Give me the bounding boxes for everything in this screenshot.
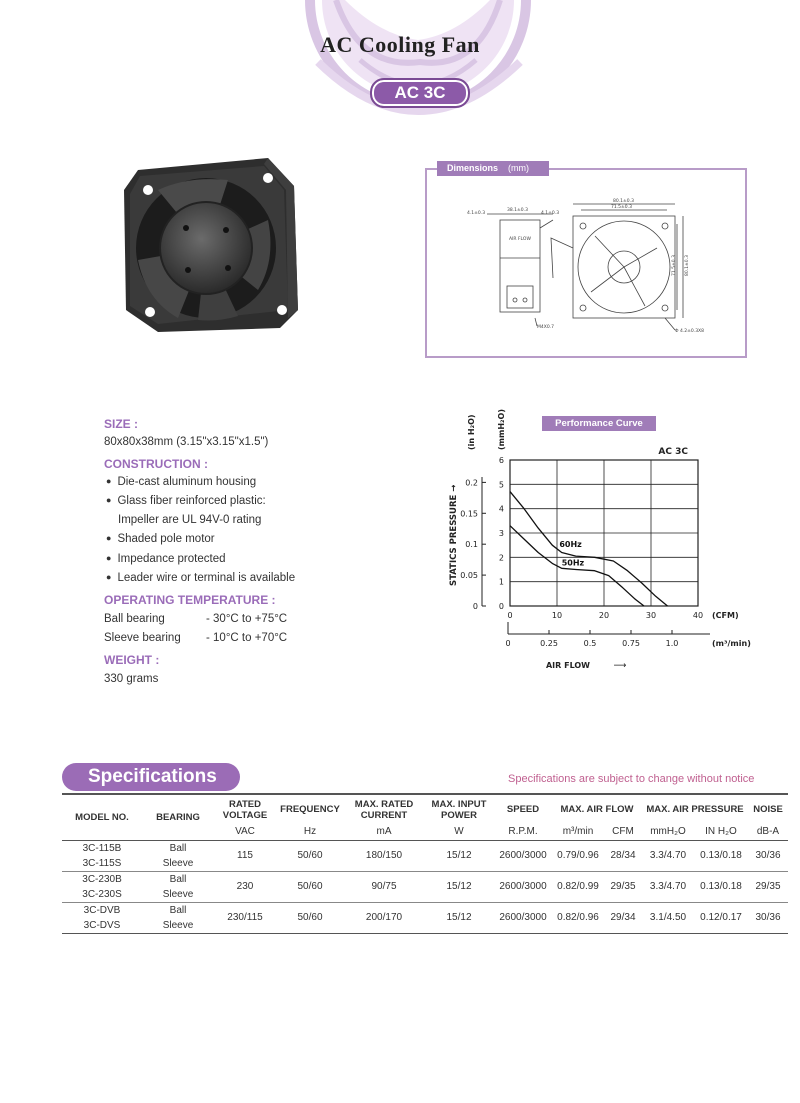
unit-cfm: CFM <box>612 826 634 838</box>
temp-value-ball: - 30°C to +75°C <box>206 613 288 625</box>
mmh2o-cell: 3.3/4.70 <box>642 871 694 902</box>
current-cell: 200/170 <box>344 902 424 933</box>
x-tick-label-m3: 0.75 <box>622 639 640 648</box>
cfm-cell: 28/34 <box>610 850 636 861</box>
x-tick-label-cfm: 20 <box>598 611 610 620</box>
chart-title: Performance Curve <box>542 416 656 431</box>
mmh2o-cell: 3.1/4.50 <box>642 902 694 933</box>
construction-heading: CONSTRUCTION : <box>104 457 208 471</box>
bearing-cell: Ball <box>142 871 214 887</box>
x-tick-label-m3: 0.5 <box>583 639 597 648</box>
model-cell: 3C-DVS <box>83 919 121 931</box>
model-cell: 3C-DVB <box>62 902 142 918</box>
voltage-cell: 115 <box>237 850 253 861</box>
inh2o-cell: 0.13/0.18 <box>694 871 748 902</box>
series-label: 60Hz <box>559 540 582 550</box>
dimensions-drawing <box>425 168 743 354</box>
y-tick-label-in: 0.1 <box>465 540 478 550</box>
current-cell: 90/75 <box>344 871 424 902</box>
bearing-cell: Ball <box>142 902 214 918</box>
model-cell: 3C-115B <box>82 842 122 854</box>
header-noise: NOISE <box>753 804 783 815</box>
m3min-cell: 0.82/0.96 <box>552 902 604 933</box>
weight-value: 330 grams <box>104 673 159 685</box>
x-unit-m3: (m³/min) <box>712 639 751 648</box>
svg-text:80.1±0.3: 80.1±0.3 <box>685 255 690 276</box>
header-frequency: FREQUENCY <box>280 804 340 815</box>
weight-heading: WEIGHT : <box>104 653 160 667</box>
svg-text:4.1±0.3: 4.1±0.3 <box>467 211 486 216</box>
table-row <box>62 871 788 887</box>
construction-item: ● Glass fiber reinforced plastic: <box>106 495 266 507</box>
construction-item: ● Die-cast aluminum housing <box>106 476 256 488</box>
x-tick-label-cfm: 40 <box>692 611 704 620</box>
svg-text:M4X0.7: M4X0.7 <box>537 325 554 330</box>
svg-text:AIR FLOW: AIR FLOW <box>509 237 531 242</box>
model-badge: AC 3C <box>370 78 470 108</box>
table-row <box>62 902 788 918</box>
y-tick-label-in: 0.2 <box>465 478 478 488</box>
y-unit-inh2o: (in H₂O) <box>467 414 476 450</box>
speed-cell: 2600/3000 <box>494 871 552 902</box>
unit-m3min: m³/min <box>562 826 594 838</box>
y-tick-label-mm: 1 <box>498 577 504 587</box>
bearing-cell: Sleeve <box>162 888 194 900</box>
x-unit-cfm: (CFM) <box>712 611 739 620</box>
size-heading: SIZE : <box>104 417 139 431</box>
unit-frequency: Hz <box>303 826 317 838</box>
svg-text:71.5±0.3: 71.5±0.3 <box>611 205 632 210</box>
speed-cell: 2600/3000 <box>494 902 552 933</box>
svg-text:71.5±0.3: 71.5±0.3 <box>672 255 677 276</box>
model-cell: 3C-230S <box>82 888 122 900</box>
inh2o-cell: 0.12/0.17 <box>694 902 748 933</box>
mmh2o-cell: 3.3/4.70 <box>649 850 687 861</box>
model-cell: 3C-230B <box>62 871 142 887</box>
y-tick-label-mm: 0 <box>498 602 504 611</box>
table-row <box>62 840 788 856</box>
y-tick-label-mm: 3 <box>498 529 504 538</box>
m3min-cell: 0.82/0.99 <box>552 871 604 902</box>
unit-noise: dB-A <box>756 826 780 838</box>
y-axis-label: STATICS PRESSURE → <box>449 484 459 586</box>
temp-label-sleeve: Sleeve bearing <box>104 632 181 644</box>
bearing-cell: Sleeve <box>162 919 194 931</box>
power-cell: 15/12 <box>446 850 472 861</box>
y-tick-label-mm: 5 <box>498 480 504 490</box>
x-tick-label-m3: 0 <box>505 639 511 648</box>
specifications-table <box>62 793 788 934</box>
y-unit-mmh2o: (mmH₂O) <box>497 409 506 450</box>
specifications-banner: Specifications <box>62 763 240 791</box>
frequency-cell: 50/60 <box>297 850 323 861</box>
power-cell: 15/12 <box>424 902 494 933</box>
voltage-cell: 230/115 <box>214 902 276 933</box>
y-tick-label-mm: 4 <box>498 504 504 514</box>
construction-subitem: Impeller are UL 94V-0 rating <box>118 514 262 526</box>
dimensions-tab: Dimensions (mm) <box>437 161 549 176</box>
header-current: MAX. RATED CURRENT <box>354 798 414 821</box>
temp-value-sleeve: - 10°C to +70°C <box>206 632 288 644</box>
chart-model-label: AC 3C <box>658 447 688 457</box>
performance-chart <box>430 405 780 675</box>
cfm-cell: 29/35 <box>604 871 642 902</box>
unit-speed: R.P.M. <box>508 826 538 838</box>
inh2o-cell: 0.13/0.18 <box>700 850 742 861</box>
x-tick-label-cfm: 0 <box>507 611 513 620</box>
x-tick-label-cfm: 30 <box>645 611 657 620</box>
header-model: MODEL NO. <box>75 811 129 823</box>
header-bearing: BEARING <box>156 811 200 823</box>
header-decoration <box>0 0 800 130</box>
power-cell: 15/12 <box>424 871 494 902</box>
construction-item: ● Leader wire or terminal is available <box>106 572 295 584</box>
size-value: 80x80x38mm (3.15"x3.15"x1.5") <box>104 436 269 448</box>
frequency-cell: 50/60 <box>276 871 344 902</box>
temp-label-ball: Ball bearing <box>104 613 165 625</box>
x-tick-label-m3: 1.0 <box>665 639 679 648</box>
svg-text:80.1±0.3: 80.1±0.3 <box>613 199 634 204</box>
voltage-cell: 230 <box>214 871 276 902</box>
cfm-cell: 29/34 <box>604 902 642 933</box>
y-tick-label-in: 0.05 <box>460 571 478 581</box>
specifications-note: Specifications are subject to change without notice <box>508 773 755 785</box>
speed-cell: 2600/3000 <box>499 850 547 861</box>
m3min-cell: 0.79/0.96 <box>557 850 599 861</box>
y-tick-label-mm: 6 <box>498 456 504 465</box>
bearing-cell: Ball <box>169 842 187 854</box>
header-pressure: MAX. AIR PRESSURE <box>646 804 744 815</box>
x-axis-label: AIR FLOW <box>545 661 590 670</box>
y-tick-label-in: 0 <box>472 602 478 611</box>
unit-inh2o: IN H₂O <box>705 826 737 838</box>
header-speed: SPEED <box>506 804 540 815</box>
noise-cell: 29/35 <box>748 871 788 902</box>
page-title: AC Cooling Fan <box>320 32 480 57</box>
header-power: MAX. INPUT POWER <box>431 798 487 821</box>
svg-text:Φ 4.2±0.3X8: Φ 4.2±0.3X8 <box>675 329 705 334</box>
unit-mmh2o: mmH₂O <box>650 826 686 838</box>
temperature-heading: OPERATING TEMPERATURE : <box>104 593 276 607</box>
header-airflow: MAX. AIR FLOW <box>560 804 634 815</box>
series-label: 50Hz <box>561 558 585 568</box>
y-tick-label-in: 0.15 <box>460 509 478 519</box>
bearing-cell: Sleeve <box>162 857 194 869</box>
header-voltage: RATED VOLTAGE <box>222 798 268 821</box>
unit-power: W <box>454 826 464 838</box>
unit-voltage: VAC <box>235 826 255 838</box>
model-cell: 3C-115S <box>82 857 122 869</box>
x-axis-arrow: ⟶ <box>613 661 627 671</box>
x-tick-label-cfm: 10 <box>551 611 563 620</box>
noise-cell: 30/36 <box>748 902 788 933</box>
construction-item: ● Shaded pole motor <box>106 533 215 545</box>
construction-item: ● Impedance protected <box>106 553 225 565</box>
current-cell: 180/150 <box>365 850 403 861</box>
svg-text:4.1±0.3: 4.1±0.3 <box>541 211 560 216</box>
y-tick-label-mm: 2 <box>498 553 504 563</box>
unit-current: mA <box>376 826 392 838</box>
x-tick-label-m3: 0.25 <box>540 639 558 648</box>
noise-cell: 30/36 <box>755 850 781 861</box>
frequency-cell: 50/60 <box>276 902 344 933</box>
fan-photo <box>118 150 308 340</box>
svg-text:38.1±0.3: 38.1±0.3 <box>507 208 528 213</box>
